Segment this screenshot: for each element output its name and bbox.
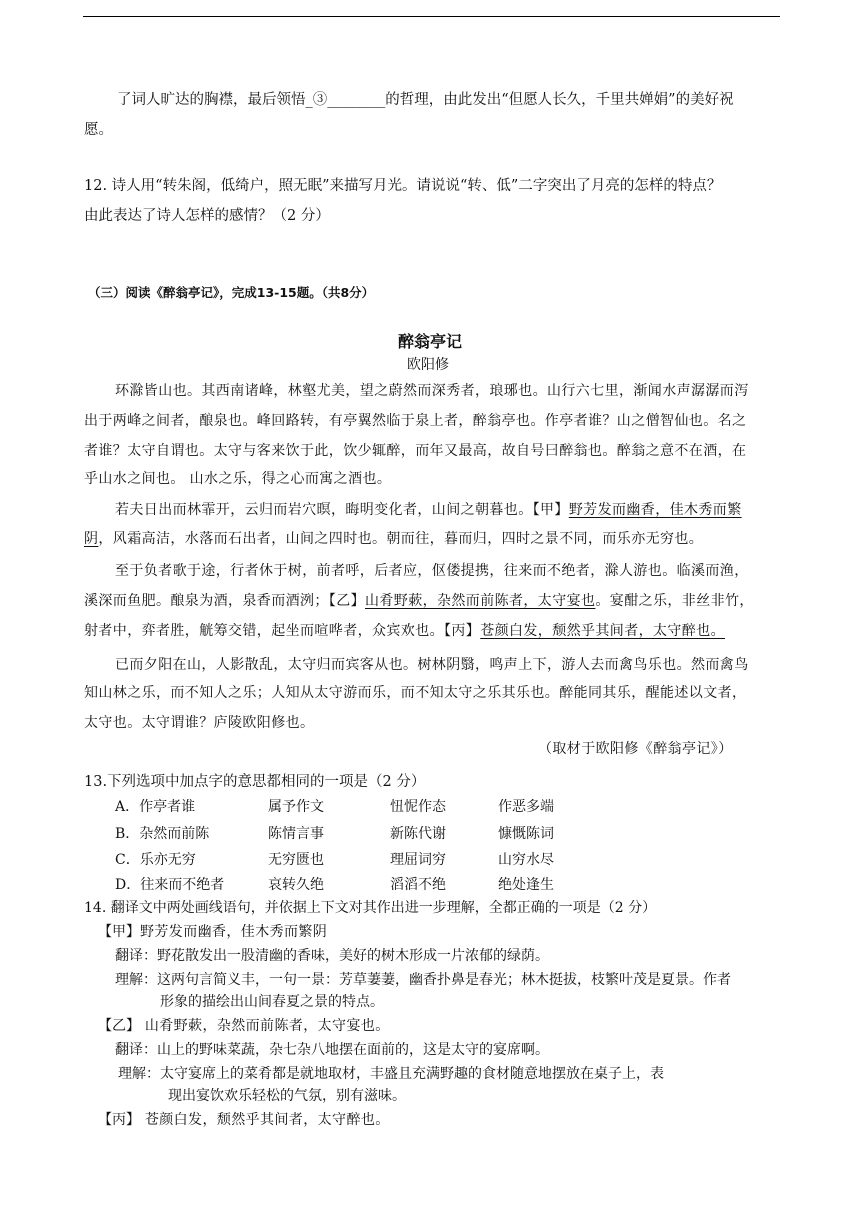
q13-d-4: 绝处逢生 [498,877,554,893]
section3-heading: （三）阅读《醉翁亭记》，完成13-15题。（共8分） [88,285,375,300]
q14-jia-text: 野芳发而幽香，佳木秀而繁阴 [140,924,328,940]
bing-underlined: 苍颜白发，颓然乎其间者，太守醉也。 [480,623,726,639]
q12-line1: 12. 诗人用“转朱阁，低绮户，照无眠”来描写月光。请说说“转、低”二字突出了月亮的怎样的特点？ [84,178,722,194]
passage-p2-line2 [84,528,703,548]
jia-underlined-a: 野芳发而幽香，佳木秀而繁 [568,502,742,518]
q14-jia-translate: 翻译：野花散发出一股清幽的香味，美好的树木形成一片浓郁的绿荫。 [115,948,549,964]
passage-p3-text-a: 溪深而鱼肥。酿泉为酒，泉香而酒洌；【乙】 [84,593,365,609]
q13-b-4: 慷慨陈词 [498,826,554,842]
passage-p2-line1 [115,499,742,519]
q13-c-1: C．乐亦无穷 [115,852,196,868]
passage-p1-line3: 者谁？太守自谓也。太守与客来饮于此，饮少辄醉，而年又最高，故自号曰醉翁也。醉翁之意不在酒，在 [84,443,747,459]
q13-a-4: 作恶多端 [498,799,554,815]
q13-a-1: A．作亭者谁 [115,799,196,815]
passage-p3-line3 [84,620,725,640]
q11-tail-line2: 愿。 [84,122,113,138]
q14-yi-understand-1: 理解：太守宴席上的菜肴都是就地取材，丰盛且充满野趣的食材随意地摆放在桌子上，表 [118,1066,664,1082]
q13-a-2: 属予作文 [268,799,324,815]
passage-author: 欧阳修 [407,357,449,373]
q13-c-4: 山穷水尽 [498,852,554,868]
q14-yi-understand-2: 现出宴饮欢乐轻松的气氛，别有滋味。 [168,1088,406,1104]
passage-p1-line4: 乎山水之间也。 山水之乐，得之心而寓之酒也。 [84,471,392,487]
top-rule [83,16,780,17]
passage-p1-line2: 出于两峰之间者，酿泉也。峰回路转，有亭翼然临于泉上者，醉翁亭也。作亭者谁？山之僧智仙也。名之 [84,413,747,429]
passage-p4-line2: 知山林之乐，而不知人之乐；人知从太守游而乐，而不知太守之乐其乐也。醉能同其乐，醒能述以文者， [84,685,747,701]
q14-yi-translate: 翻译：山上的野味菜蔬，杂七杂八地摆在面前的，这是太守的宴席啊。 [115,1042,549,1058]
passage-p4-line1: 已而夕阳在山，人影散乱，太守归而宾客从也。树林阴翳，鸣声上下，游人去而禽鸟乐也。然而禽鸟 [115,657,749,673]
passage-title: 醉翁亭记 [398,332,463,351]
q14-jia-label: 【甲】 [98,924,140,940]
passage-source: （取材于欧阳修《醉翁亭记》） [538,741,733,757]
q14-yi-label: 【乙】 [98,1018,140,1034]
passage-p3-line1: 至于负者歌于途，行者休于树，前者呼，后者应，伛偻提携，往来而不绝者，滁人游也。临溪而渔， [115,563,749,579]
q14-jia [98,921,327,941]
jia-underlined-b: 阴 [84,531,99,547]
q14-jia-understand-2: 形象的描绘出山间春夏之景的特点。 [160,994,384,1010]
yi-underlined: 山肴野蔌，杂然而前陈者，太守宴也 [365,593,596,609]
passage-p3-text-b: 。宴酣之乐，非丝非竹， [595,593,754,609]
q13-stem: 13.下列选项中加点字的意思都相同的一项是（2 分） [84,774,426,790]
passage-p2-text: 若夫日出而林霏开，云归而岩穴暝，晦明变化者，山间之朝暮也。【甲】 [115,502,569,518]
q11-tail-line1: 了词人旷达的胸襟，最后领悟_③________的哲理，由此发出“但愿人长久，千里共婵娟”的美好祝 [117,92,734,108]
q13-b-2: 陈情言事 [268,826,324,842]
q13-d-2: 哀转久绝 [268,877,324,893]
q13-b-1: B．杂然而前陈 [115,826,210,842]
q14-yi [98,1015,390,1035]
q14-yi-text: 山肴野蔌，杂然而前陈者，太守宴也。 [140,1018,390,1034]
passage-p4-line3: 太守也。太守谓谁？庐陵欧阳修也。 [84,715,315,731]
passage-p2-text-b: ，风霜高洁，水落而石出者，山间之四时也。朝而往，暮而归，四时之景不同，而乐亦无穷也。 [98,531,704,547]
q14-bing [98,1109,390,1129]
q13-d-3: 滔滔不绝 [390,877,446,893]
passage-p3-text-c: 射者中，弈者胜，觥筹交错，起坐而喧哗者，众宾欢也。【丙】 [84,623,481,639]
q13-c-3: 理屈词穷 [390,852,446,868]
q14-jia-understand-1: 理解：这两句言简义丰，一句一景：芳草萋萋，幽香扑鼻是春光；林木挺拔，枝繁叶茂是夏景。作者 [115,972,731,988]
q13-a-3: 忸怩作态 [390,799,446,815]
q13-d-1: D．往来而不绝者 [115,877,225,893]
passage-p1-line1: 环滁皆山也。其西南诸峰，林壑尤美，望之蔚然而深秀者，琅琊也。山行六七里，渐闻水声潺潺而泻 [115,383,749,399]
q13-c-2: 无穷匮也 [268,852,324,868]
q14-bing-label: 【丙】 [98,1112,140,1128]
passage-p3-line2 [84,590,754,610]
q12-line2: 由此表达了诗人怎样的感情？（2 分） [84,208,330,224]
q14-bing-text: 苍颜白发，颓然乎其间者，太守醉也。 [140,1112,390,1128]
q13-b-3: 新陈代谢 [390,826,446,842]
q14-stem: 14. 翻译文中两处画线语句，并依据上下文对其作出进一步理解，全都正确的一项是（2 分） [84,900,657,916]
